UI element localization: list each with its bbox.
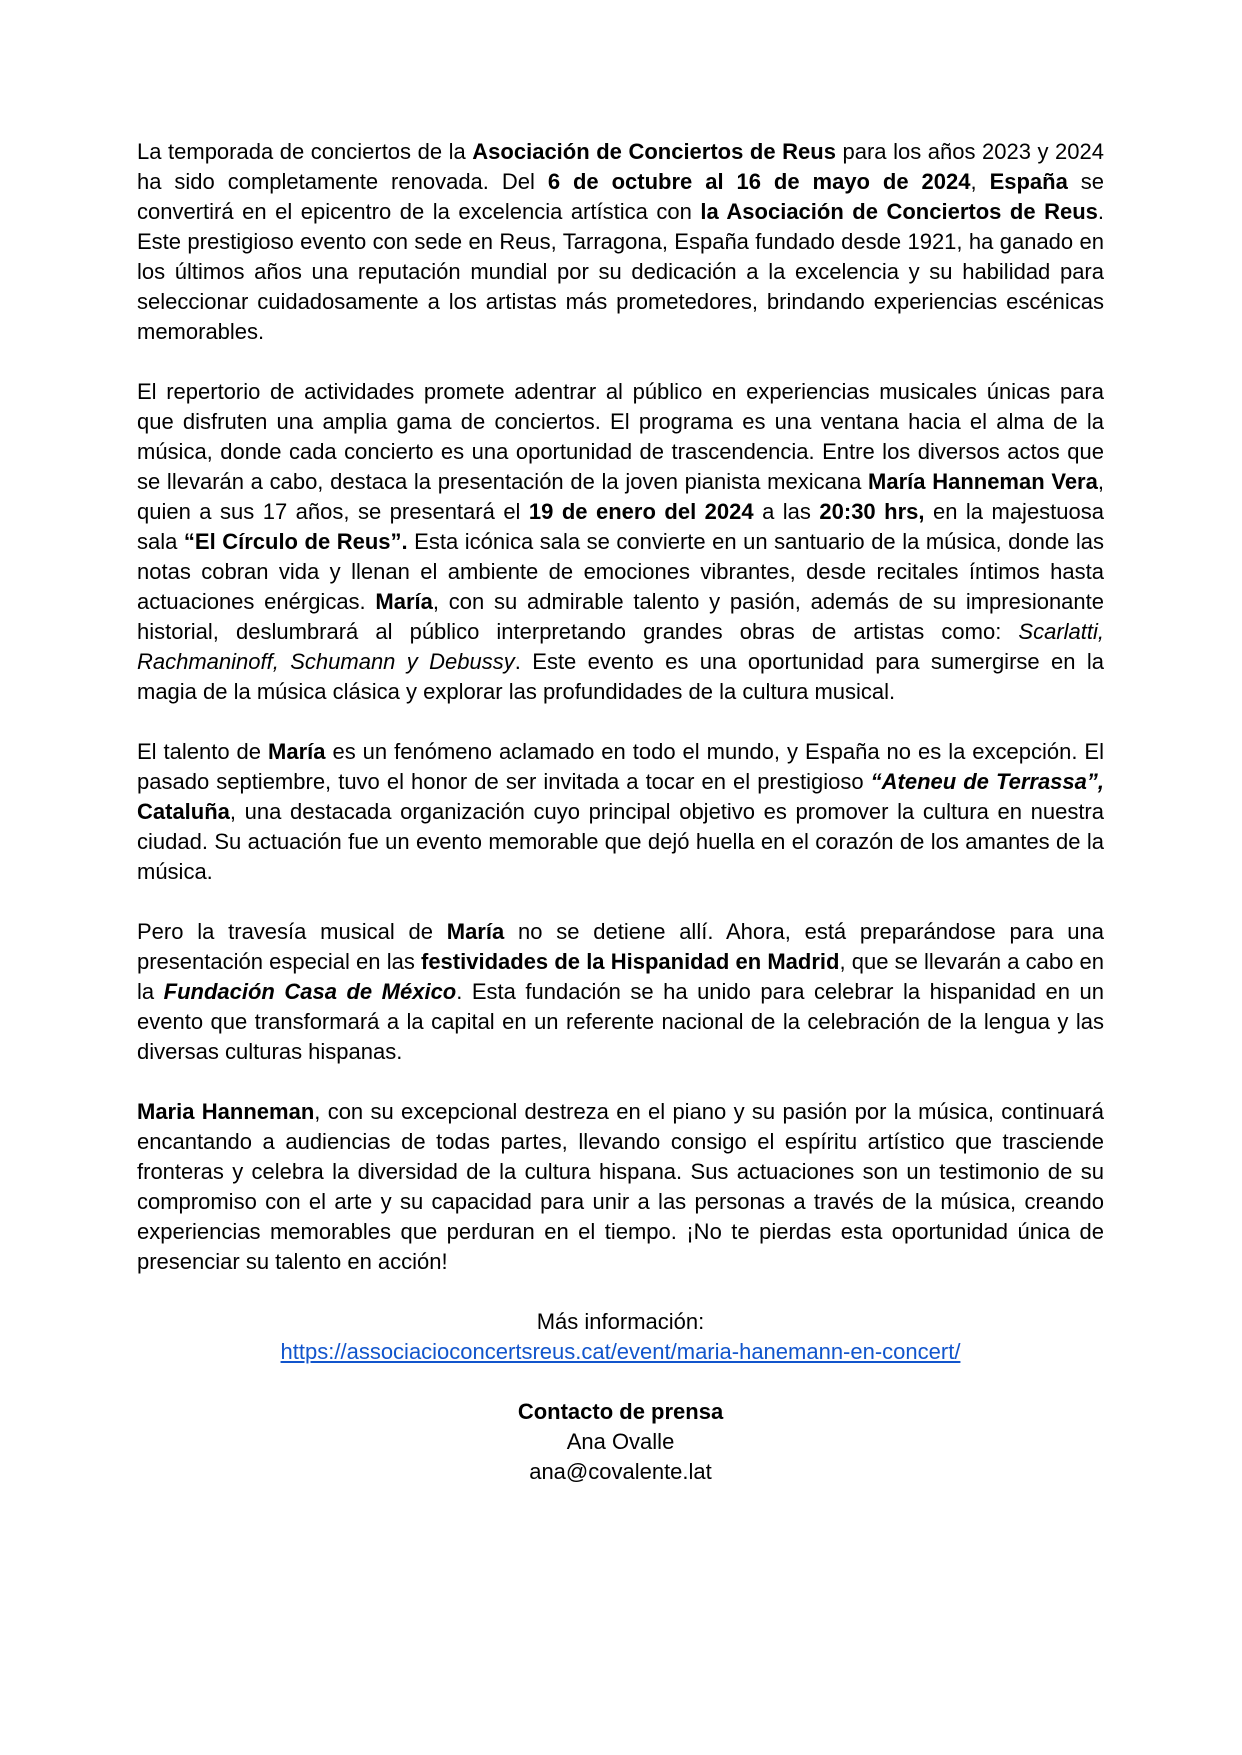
text-run: , con su excepcional destreza en el piano y su pasión por la música, continuará encantando a audiencias de todas partes, llevando consigo el espíritu artístico que trasciende fronteras y celebra la diversidad de la cultura hispana. Sus actuaciones son un testimonio de su compromiso con el arte y su capacidad para unir a las personas a través de la música, creando experiencias memorables que perduran en el tiempo. ¡No te pierdas esta oportunidad única de presenciar su talento en acción! (137, 1099, 1104, 1274)
text-run: la Asociación de Conciertos de Reus (700, 199, 1098, 224)
text-run: María (446, 919, 505, 944)
text-run: María (375, 589, 433, 614)
text-run: . Este evento es una oportunidad para sumergirse en la magia de la música clásica y explorar las profundidades de la cultura musical. (137, 649, 1104, 704)
text-run: para los años 2023 y 2024 ha sido completamente renovada. Del (137, 139, 1104, 194)
text-run: Asociación de Conciertos de Reus (472, 139, 836, 164)
text-run: en la majestuosa sala (137, 499, 1105, 554)
paragraph (137, 737, 1104, 887)
press-contact-block (137, 1397, 1104, 1487)
text-run: “El Círculo de Reus”. (183, 529, 408, 554)
text-run: , quien a sus 17 años, se presentará el (137, 469, 1104, 524)
text-run: , que se llevarán a cabo en la (137, 949, 1105, 1004)
text-run: , con su admirable talento y pasión, además de su impresionante historial, deslumbrará al público interpretando grandes obras de artistas como: (137, 589, 1105, 644)
text-run: Scarlatti, Rachmaninoff, Schumann y Debussy (137, 619, 1104, 674)
text-run: 20:30 hrs, (819, 499, 925, 524)
text-run: Pero la travesía musical de (137, 919, 447, 944)
text-run: festividades de la Hispanidad en Madrid (421, 949, 840, 974)
text-run: El talento de (137, 739, 269, 764)
more-info-label: Más información: (536, 1309, 705, 1334)
text-run: 19 de enero del 2024 (528, 499, 754, 524)
press-contact-heading: Contacto de prensa (517, 1399, 724, 1424)
text-run: Esta icónica sala se convierte en un santuario de la música, donde las notas cobran vida y llenan el ambiente de emociones vibrantes, desde recitales íntimos hasta actuaciones enérgicas. (137, 529, 1104, 614)
text-run: , (970, 169, 990, 194)
text-run: se convertirá en el epicentro de la excelencia artística con (137, 169, 1105, 224)
text-run: El repertorio de actividades promete adentrar al público en experiencias musicales únicas para que disfruten una amplia gama de conciertos. El programa es una ventana hacia el alma de la música, donde cada concierto es una oportunidad de trascendencia. Entre los diversos actos que se llevarán a cabo, destaca la presentación de la joven pianista mexicana (137, 379, 1104, 494)
text-run: 6 de octubre al 16 de mayo de 2024 (547, 169, 971, 194)
paragraph (137, 137, 1104, 347)
document-footer (137, 1307, 1104, 1487)
text-run: María (268, 739, 326, 764)
text-run: Fundación Casa de México (163, 979, 457, 1004)
text-run: Maria Hanneman (137, 1099, 315, 1124)
contact-name: Ana Ovalle (566, 1429, 675, 1454)
text-run: “Ateneu de Terrassa”, (870, 769, 1104, 794)
text-run: Cataluña (137, 799, 230, 824)
text-run: a las (753, 499, 820, 524)
text-run: , una destacada organización cuyo principal objetivo es promover la cultura en nuestra ciudad. Su actuación fue un evento memorable que dejó huella en el corazón de los amantes de la música. (137, 799, 1104, 884)
paragraph (137, 1097, 1104, 1277)
document-paragraphs (137, 137, 1104, 1277)
text-run: . Esta fundación se ha unido para celebrar la hispanidad en un evento que transformará a la capital en un referente nacional de la celebración de la lengua y las diversas culturas hispanas. (137, 979, 1104, 1064)
event-link-line (137, 1337, 1104, 1367)
paragraph (137, 917, 1104, 1067)
text-run: La temporada de conciertos de la (137, 139, 473, 164)
text-run: es un fenómeno aclamado en todo el mundo, y España no es la excepción. El pasado septiembre, tuvo el honor de ser invitada a tocar en el prestigioso (137, 739, 1104, 794)
paragraph (137, 377, 1104, 707)
text-run: . Este prestigioso evento con sede en Reus, Tarragona, España fundado desde 1921, ha ganado en los últimos años una reputación mundial por su dedicación a la excelencia y su habilidad para seleccionar cuidadosamente a los artistas más prometedores, brindando experiencias escénicas memorables. (137, 199, 1105, 344)
text-run: no se detiene allí. Ahora, está preparándose para una presentación especial en las (137, 919, 1104, 974)
contact-email: ana@covalente.lat (529, 1459, 712, 1484)
text-run: España (989, 169, 1068, 194)
text-run: María Hanneman Vera (868, 469, 1098, 494)
event-link[interactable]: https://associacioconcertsreus.cat/event/maria-hanemann-en-concert/ (280, 1339, 961, 1364)
